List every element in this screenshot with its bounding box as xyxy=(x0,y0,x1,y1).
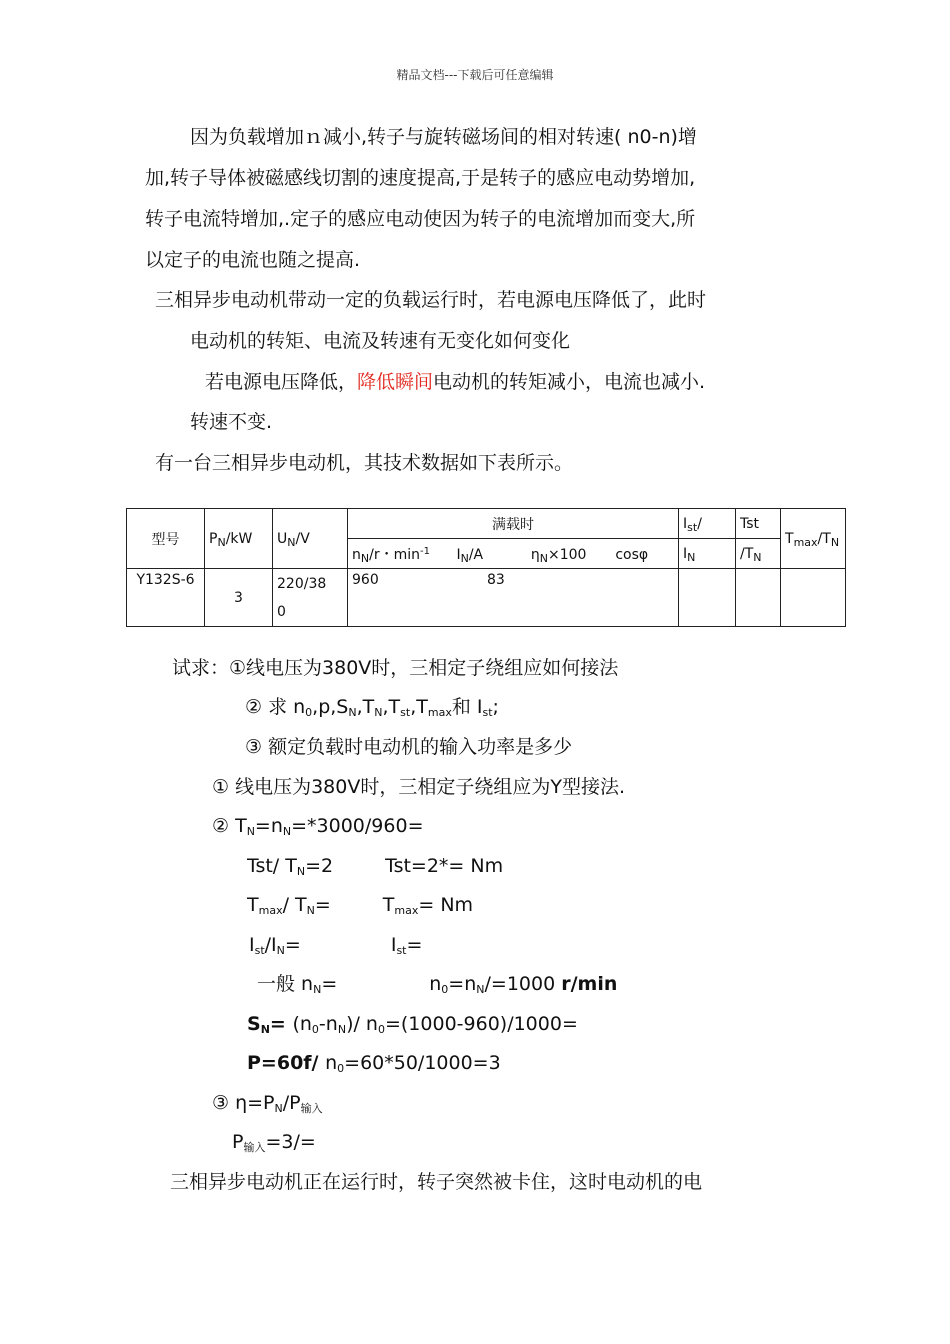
task-2: ② 求 $n_0,p,S_N,T_N,T_{st},T_{max}$和 $I_{st}$; xyxy=(245,696,499,719)
para1-line-3: 转子电流特增加,.定子的感应电动使因为转子的电流增加而变大,所 xyxy=(145,208,696,230)
question1-answer xyxy=(205,370,705,394)
question1-answer-line-2: 转速不变. xyxy=(190,411,273,433)
page-header: 精品文档---下载后可任意编辑 xyxy=(396,68,554,82)
solution-3-pin: $P_{输入}=3/=$ xyxy=(232,1131,316,1154)
cell-ist xyxy=(679,569,736,627)
header-in: $I_N/A$ xyxy=(456,546,484,565)
cell-full-load-values xyxy=(348,569,679,627)
para1-line-4: 以定子的电流也随之提高. xyxy=(145,249,361,271)
header-tst-bottom: $/T_N$ xyxy=(736,539,781,569)
solution-general: 一般 $n_N= n_0=n_N/=1000$ r/min xyxy=(257,973,618,996)
header-tmax: $T_{max}/T_N$ xyxy=(781,509,846,569)
last-question-line: 三相异步电动机正在运行时，转子突然被卡住，这时电动机的电 xyxy=(170,1171,703,1193)
header-full-load: 满载时 xyxy=(348,509,679,539)
header-ist-bottom: $I_N$ xyxy=(679,539,736,569)
solution-tmax: $T_{max}/$ $T_N= T_{max}= Nm$ xyxy=(247,894,474,917)
task-1: 试求：①线电压为380V时，三相定子绕组应如何接法 xyxy=(172,657,619,679)
solution-3-eta: ③ $\eta=P_N/P_{输入}$ xyxy=(212,1092,323,1115)
cell-nn: 960 xyxy=(352,572,379,588)
para1-line-1: 因为负载增加ｎ减小,转子与旋转磁场间的相对转速( n0-n)增 xyxy=(190,126,697,148)
answer-pre: 若电源电压降低， xyxy=(205,371,358,393)
cell-model: Y132S-6 xyxy=(127,569,205,627)
header-un: $U_N/V$ xyxy=(273,509,348,569)
solution-p: P=60f/ $n_0=60*50/1000=3$ xyxy=(247,1052,501,1075)
table-intro: 有一台三相异步电动机，其技术数据如下表所示。 xyxy=(155,452,574,474)
task-3: ③ 额定负载时电动机的输入功率是多少 xyxy=(245,736,573,758)
solution-tst: Tst/ $T_N=2$ Tst=2*= Nm xyxy=(247,855,504,878)
cell-tmax xyxy=(781,569,846,627)
header-pn: $P_N/kW$ xyxy=(205,509,273,569)
answer-highlight: 降低瞬间 xyxy=(357,371,434,393)
cell-un: 220/38 0 xyxy=(273,569,348,627)
header-cos: cosφ xyxy=(615,546,649,563)
header-nn: $n_N/r$・$\min^{-1}$ xyxy=(352,545,430,565)
header-ist-top: $I_{st}/$ xyxy=(679,509,736,539)
cell-tst xyxy=(736,569,781,627)
question1-line-2: 电动机的转矩、电流及转速有无变化如何变化 xyxy=(190,330,571,352)
header-model: 型号 xyxy=(127,509,205,569)
spec-table xyxy=(126,508,846,627)
header-tst-top: Tst xyxy=(736,509,781,539)
header-full-load-columns xyxy=(348,539,679,569)
answer-post: 电动机的转矩减小，电流也减小. xyxy=(433,371,706,393)
header-eta: $\eta_N\times 100$ xyxy=(530,546,587,565)
solution-2: ② $T_N=n_N=*3000/960=$ xyxy=(212,815,424,838)
solution-ist: $I_{st}/I_N= I_{st}=$ xyxy=(249,934,423,957)
solution-1: ① 线电压为380V时，三相定子绕组应为Y型接法. xyxy=(212,776,625,798)
cell-in: 83 xyxy=(487,572,505,588)
solution-sn: $S_N= (n_0-n_N)/$ $n_0=(1000-960)/1000=$ xyxy=(247,1013,578,1036)
cell-pn: 3 xyxy=(205,569,273,627)
question1-line-1: 三相异步电动机带动一定的负载运行时，若电源电压降低了，此时 xyxy=(155,289,707,311)
para1-line-2: 加,转子导体被磁感线切割的速度提高,于是转子的感应电动势增加, xyxy=(145,167,696,189)
